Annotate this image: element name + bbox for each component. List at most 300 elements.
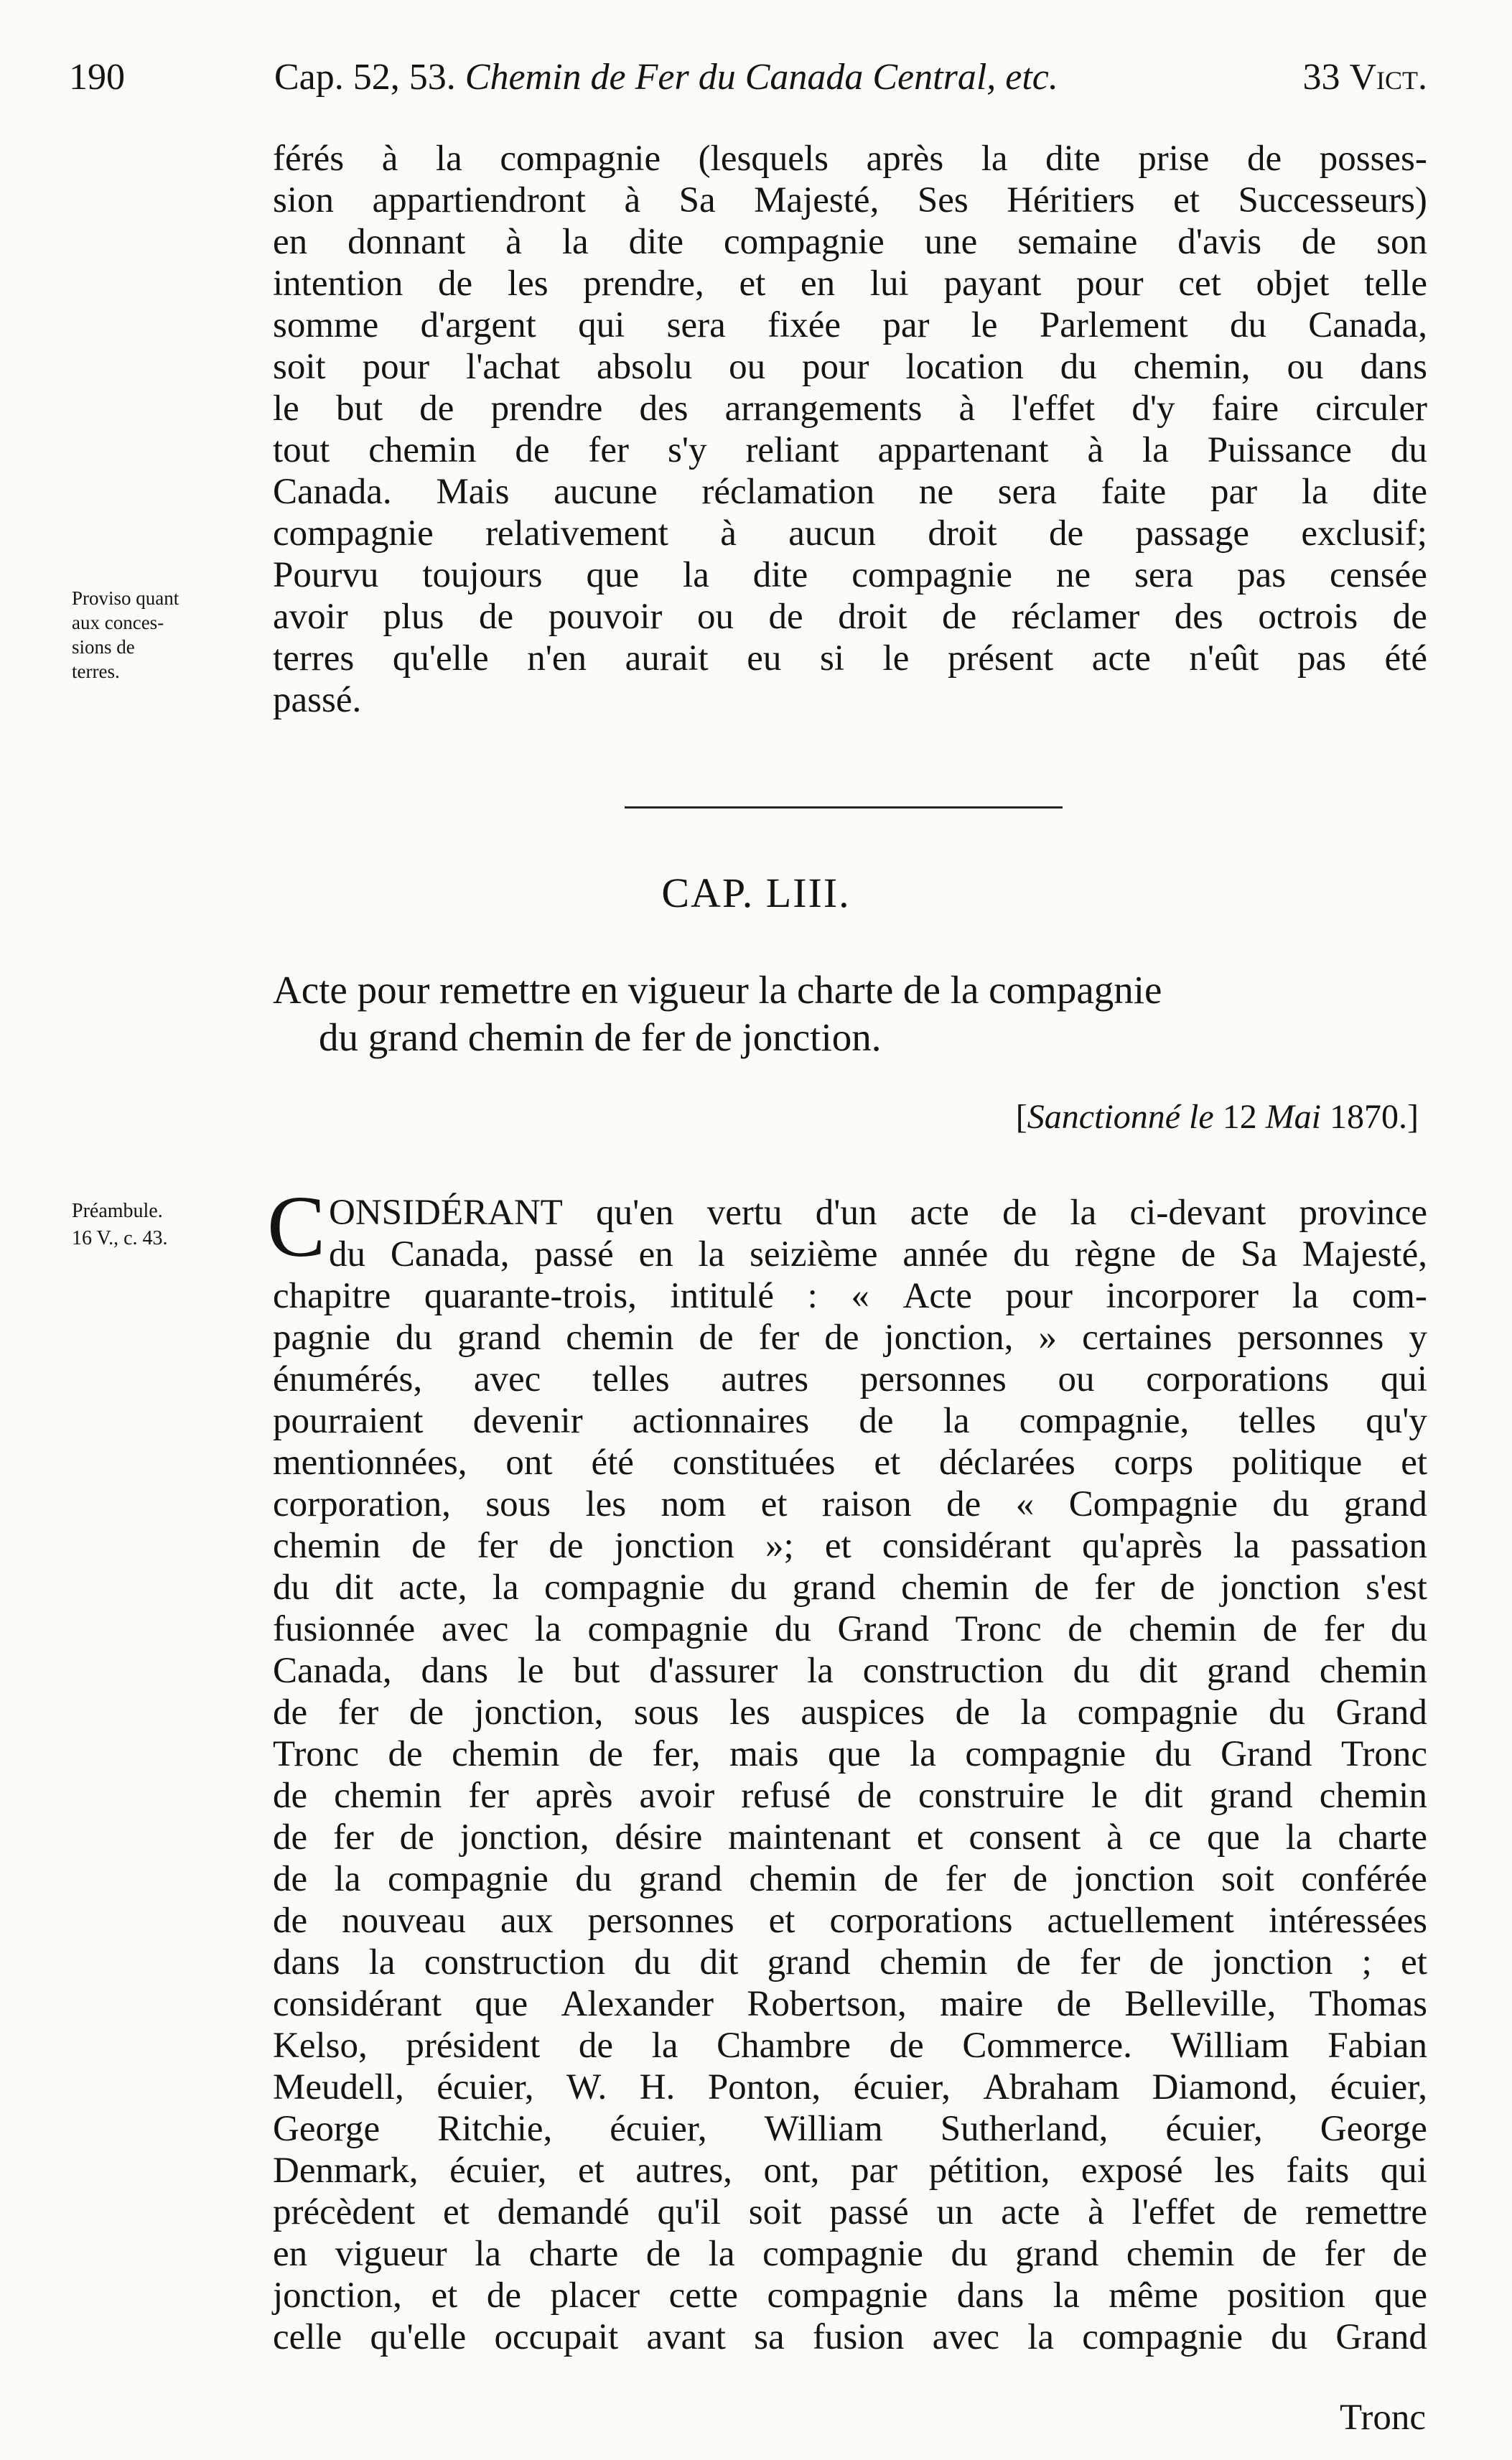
word: que [475, 1984, 528, 2024]
word: précèdent [273, 2192, 416, 2232]
word: Tronc [273, 1734, 359, 1774]
running-header [274, 56, 1058, 99]
word: posses- [1319, 139, 1427, 179]
regnal-year-number: 33 [1302, 57, 1340, 98]
word: les [729, 1692, 770, 1733]
word: avant [646, 2317, 726, 2357]
word: Denmark, [273, 2151, 419, 2191]
word: qui [1380, 1359, 1427, 1399]
word: Canada, [390, 1234, 510, 1275]
word: com- [1352, 1276, 1427, 1316]
word: et [739, 264, 766, 304]
regnal-year [1302, 56, 1427, 99]
word: pas [1297, 638, 1346, 679]
word: sera [666, 305, 726, 345]
word: le [971, 305, 998, 345]
word: Majesté, [754, 180, 879, 220]
word: Sutherland, [940, 2109, 1109, 2149]
word: et [442, 2192, 470, 2232]
text-line [273, 1192, 1427, 1234]
word: Grand [837, 1609, 929, 1649]
word: dans [1360, 347, 1427, 387]
word: Acte [902, 1276, 972, 1316]
word: telles [1238, 1401, 1317, 1441]
word: du [1268, 1692, 1305, 1733]
word: la [981, 139, 1008, 179]
word: les [1214, 2151, 1255, 2191]
text-line [273, 1483, 1427, 1525]
word: chemin [273, 1526, 381, 1566]
word: incorporer [1106, 1276, 1259, 1316]
word: prise [1138, 139, 1210, 179]
word: relativement [485, 513, 668, 554]
word: écuier, [853, 2067, 951, 2107]
text-line [273, 1608, 1427, 1650]
word: Mais [436, 472, 510, 512]
word: prendre [490, 388, 603, 429]
margin-note-line: Proviso quant [72, 587, 179, 609]
text-line [273, 1359, 1427, 1400]
word: règne [1074, 1234, 1157, 1275]
word: dit [335, 1567, 374, 1608]
word: payant [943, 264, 1042, 304]
word: constituées [672, 1443, 836, 1483]
word: que [827, 1734, 881, 1774]
word: les [585, 1484, 627, 1524]
word: et [431, 2275, 458, 2316]
word: de [273, 1776, 308, 1816]
word: la [708, 2234, 735, 2274]
word: acte [910, 1193, 969, 1233]
word: avec [473, 1359, 541, 1399]
text-line [273, 304, 1427, 346]
word: construction [862, 1651, 1044, 1691]
word: nom [661, 1484, 727, 1524]
word: pour [1076, 264, 1144, 304]
word: celle [273, 2317, 342, 2357]
word: province [1299, 1193, 1427, 1233]
margin-note-line: aux conces- [72, 612, 164, 633]
word: fer [477, 1526, 518, 1566]
word: chemin [452, 1734, 560, 1774]
word: Canada, [273, 1651, 392, 1691]
word: du [273, 1567, 309, 1608]
word: fer [588, 430, 630, 470]
word: des [639, 388, 689, 429]
word: pouvoir [548, 597, 663, 637]
text-line [273, 1442, 1427, 1483]
word: de [1149, 1942, 1184, 1983]
word: de [942, 597, 977, 637]
word: charte [528, 2234, 619, 2274]
word: écuier, [1330, 2067, 1427, 2107]
word: du [634, 1942, 671, 1983]
word: ont [505, 1443, 553, 1483]
word: jonction, [459, 1817, 589, 1858]
word: la [1233, 1526, 1260, 1566]
word: de [1056, 1984, 1091, 2024]
word: la [492, 1567, 519, 1608]
word: actuellement [1047, 1901, 1234, 1941]
word: ce [1148, 1817, 1182, 1858]
word: sera [997, 472, 1057, 512]
word: été [591, 1443, 634, 1483]
word: du [774, 1609, 811, 1649]
word: compagnie [500, 139, 661, 179]
word: de [955, 1692, 990, 1733]
word: William [1170, 2026, 1289, 2066]
word: corps [1114, 1443, 1194, 1483]
word: à [1088, 2192, 1104, 2232]
word: faite [1101, 472, 1167, 512]
word: quarante-trois, [424, 1276, 637, 1316]
word: dite [1045, 139, 1101, 179]
word: la [1020, 1692, 1047, 1733]
word: lui [869, 264, 909, 304]
word: du [730, 1567, 767, 1608]
word: raison [822, 1484, 912, 1524]
text-line [273, 2233, 1427, 2275]
word: donnant [347, 222, 466, 262]
word: avoir [639, 1776, 715, 1816]
word: de [1016, 1942, 1051, 1983]
word: du [396, 1318, 433, 1358]
word: Belleville, [1124, 1984, 1277, 2024]
text-line [273, 1317, 1427, 1359]
word: construction [424, 1942, 605, 1983]
text-line [273, 513, 1427, 554]
text-line [273, 1858, 1427, 1900]
word: et [1401, 1942, 1427, 1983]
word: à [505, 222, 522, 262]
word: conférée [1301, 1859, 1427, 1899]
word: absolu [596, 347, 693, 387]
word: chemin [566, 1318, 674, 1358]
word: appartiendront [372, 180, 586, 220]
word: Sa [1240, 1234, 1277, 1275]
word: ci-devant [1129, 1193, 1266, 1233]
text-line [273, 471, 1427, 513]
word: réclamer [1011, 597, 1140, 637]
word: et [577, 2151, 605, 2191]
word: compagnie [762, 2234, 923, 2274]
text-line [273, 2108, 1427, 2150]
text-line [273, 1942, 1427, 1983]
word: corporations [1146, 1359, 1330, 1399]
word: Grand [1221, 1734, 1312, 1774]
word: auspices [801, 1692, 925, 1733]
word: la [1292, 1276, 1319, 1316]
word: la [334, 1859, 361, 1899]
word: Tronc [1341, 1734, 1427, 1774]
text-line [273, 638, 1427, 679]
word: Puissance [1207, 430, 1352, 470]
running-title: Chemin de Fer du Canada Central, etc. [465, 57, 1058, 98]
word: objet [1256, 264, 1330, 304]
text-line [273, 1775, 1427, 1817]
word: Commerce. [962, 2026, 1132, 2066]
word: ne [918, 472, 954, 512]
word: de [889, 2026, 924, 2066]
word: prendre, [583, 264, 704, 304]
word: jonction, [474, 1692, 604, 1733]
word: Kelso, [273, 2026, 368, 2066]
word: but [573, 1651, 620, 1691]
word: corporation, [273, 1484, 451, 1524]
word: ; [1361, 1942, 1372, 1983]
word: s'y [667, 430, 707, 470]
word: que [1207, 1817, 1260, 1858]
word: fer [758, 1318, 800, 1358]
word: de [486, 2275, 521, 2316]
word: la [1027, 2317, 1055, 2357]
word: chemin [749, 1859, 857, 1899]
word: la [651, 2026, 678, 2066]
word: William [764, 2109, 883, 2149]
word: fusionnée [273, 1609, 416, 1649]
text-line [273, 138, 1427, 180]
word: du [575, 1859, 612, 1899]
word: charte [1338, 1817, 1427, 1858]
word: aucun [788, 513, 876, 554]
word: et [760, 1484, 788, 1524]
word: ONSIDÉRANT [329, 1193, 563, 1233]
word: semaine [1017, 222, 1138, 262]
word: de [884, 1859, 919, 1899]
word: censée [1330, 555, 1427, 595]
word: passage [1135, 513, 1250, 554]
word: et [824, 1526, 851, 1566]
word: ou [1058, 1359, 1095, 1399]
word: compagnie [273, 513, 434, 554]
word: à [1106, 1817, 1123, 1858]
word: H. [639, 2067, 676, 2107]
word: but [335, 388, 383, 429]
word: et [1401, 1443, 1427, 1483]
word: autres [721, 1359, 809, 1399]
word: compagnie [965, 1734, 1126, 1774]
word: en [801, 264, 836, 304]
text-line [273, 2150, 1427, 2191]
word: le [517, 1651, 544, 1691]
word: en [273, 222, 308, 262]
word: fer [337, 1692, 379, 1733]
word: location [905, 347, 1024, 387]
word: sous [485, 1484, 551, 1524]
word: de [1012, 1859, 1047, 1899]
word: placer [550, 2275, 640, 2316]
word: de [411, 1526, 447, 1566]
word: du [1390, 430, 1427, 470]
word: tout [273, 430, 330, 470]
word: grand [1343, 1484, 1427, 1524]
word: Sa [678, 180, 716, 220]
word: Meudell, [273, 2067, 404, 2107]
word: grand [792, 1567, 876, 1608]
word: compagnie, [1019, 1401, 1190, 1441]
word: ou [696, 597, 734, 637]
word: grand [457, 1318, 541, 1358]
word: par [1210, 472, 1258, 512]
word: de [578, 2026, 614, 2066]
word: d'argent [420, 305, 536, 345]
word: exposé [1081, 2151, 1183, 2191]
word: Thomas [1309, 1984, 1427, 2024]
page-number: 190 [69, 57, 125, 98]
word: chemin [1319, 1776, 1427, 1816]
word: »; [765, 1526, 794, 1566]
word: fer [1094, 1567, 1135, 1608]
word: avec [441, 1609, 509, 1649]
text-line [273, 1650, 1427, 1692]
word: par [882, 305, 930, 345]
word: qu'elle [392, 638, 489, 679]
word: Grand [1335, 1692, 1427, 1733]
word: si [819, 638, 844, 679]
word: maire [940, 1984, 1024, 2024]
word: écuier, [449, 2151, 547, 2191]
catchword: Tronc [1340, 2398, 1426, 2438]
word: qui [1380, 2151, 1427, 2191]
word: la [698, 1234, 725, 1275]
word: ne [1055, 555, 1091, 595]
word: personnes [1237, 1318, 1384, 1358]
text-line [273, 1567, 1427, 1608]
section-divider [625, 806, 1063, 809]
word: fusion [812, 2317, 905, 2357]
word: Ponton, [707, 2067, 821, 2107]
word: exclusif; [1301, 513, 1427, 554]
word: soit [748, 2192, 802, 2232]
word: construire [918, 1776, 1065, 1816]
text-line [273, 1400, 1427, 1442]
word: chemin [901, 1567, 1009, 1608]
word: compagnie [1077, 1692, 1238, 1733]
word: dans [273, 1942, 340, 1983]
word: la [910, 1734, 936, 1774]
word: vertu [706, 1193, 783, 1233]
margin-note-line: 16 V., c. 43. [72, 1227, 168, 1249]
word: Grand [1335, 2317, 1427, 2357]
word: personnes [587, 1901, 734, 1941]
word: après [866, 139, 944, 179]
word: passation [1291, 1526, 1427, 1566]
word: dite [752, 555, 808, 595]
word: grand [638, 1859, 722, 1899]
word: en [273, 2234, 308, 2274]
word: pas [1237, 555, 1287, 595]
word: ont, [763, 2151, 820, 2191]
word: fer [1324, 2234, 1366, 2274]
word: la [561, 222, 589, 262]
word: la [535, 1609, 561, 1649]
word: et [874, 1443, 901, 1483]
text-line [273, 1692, 1427, 1733]
word: faire [1211, 388, 1279, 429]
word: du [1271, 2317, 1308, 2357]
word: d'assurer [649, 1651, 778, 1691]
word: la [807, 1651, 834, 1691]
word: de [549, 1526, 584, 1566]
word: compagnie [724, 222, 885, 262]
text-line [273, 679, 1427, 721]
word: intéressées [1269, 1901, 1427, 1941]
word: du [1073, 1651, 1110, 1691]
word: acte [1001, 2192, 1060, 2232]
word: écuier, [610, 2109, 707, 2149]
word: fer [945, 1859, 986, 1899]
word: Chambre [717, 2026, 851, 2066]
word: n'eût [1189, 638, 1259, 679]
word: compagnie [1082, 2317, 1243, 2357]
word: : [807, 1276, 818, 1316]
word: acte [1091, 638, 1151, 679]
word: chemin [1319, 1651, 1427, 1691]
word: jonction [614, 1526, 734, 1566]
word: droit [838, 597, 907, 637]
margin-note-line: terres. [72, 661, 120, 682]
word: le [882, 638, 910, 679]
word: déclarées [939, 1443, 1075, 1483]
word: telle [1364, 264, 1427, 304]
word: férés [273, 139, 345, 179]
word: qu'après [1082, 1526, 1203, 1566]
word: octrois [1258, 597, 1358, 637]
word: jonction [1074, 1859, 1195, 1899]
word: à [720, 513, 737, 554]
word: de [1261, 2234, 1297, 2274]
word: pour [362, 347, 430, 387]
text-line [273, 1525, 1427, 1567]
word: de [1302, 222, 1337, 262]
word: (lesquels [698, 139, 829, 179]
word: de [1048, 513, 1084, 554]
word: de [419, 388, 454, 429]
word: compagnie [544, 1567, 705, 1608]
word: pour [1005, 1276, 1073, 1316]
word: Canada, [1308, 305, 1427, 345]
word: passé. [273, 680, 362, 720]
word: de [273, 1859, 308, 1899]
word: aurait [625, 638, 709, 679]
word: mais [729, 1734, 799, 1774]
word: Successeurs) [1238, 180, 1427, 220]
word: considérant [882, 1526, 1051, 1566]
word: de [588, 1734, 623, 1774]
word: de [1246, 139, 1282, 179]
word: personnes [859, 1359, 1007, 1399]
word: le [273, 388, 299, 429]
word: du [1272, 1484, 1310, 1524]
word: les [507, 264, 549, 304]
text-line [273, 429, 1427, 471]
word: pagnie [273, 1318, 370, 1358]
word: grand [767, 1942, 851, 1983]
word: de [645, 2234, 681, 2274]
word: la [1053, 2275, 1080, 2316]
word: aux [500, 1901, 554, 1941]
word: du [329, 1234, 365, 1275]
word: qu'elle [370, 2317, 467, 2357]
word: et [1173, 180, 1200, 220]
word: jonction [1213, 1942, 1333, 1983]
word: année [902, 1234, 989, 1275]
word: considérant [273, 1984, 442, 2024]
word: dans [956, 2275, 1025, 2316]
word: chapitre [273, 1276, 391, 1316]
word: pourraient [273, 1401, 424, 1441]
word: été [1384, 638, 1427, 679]
